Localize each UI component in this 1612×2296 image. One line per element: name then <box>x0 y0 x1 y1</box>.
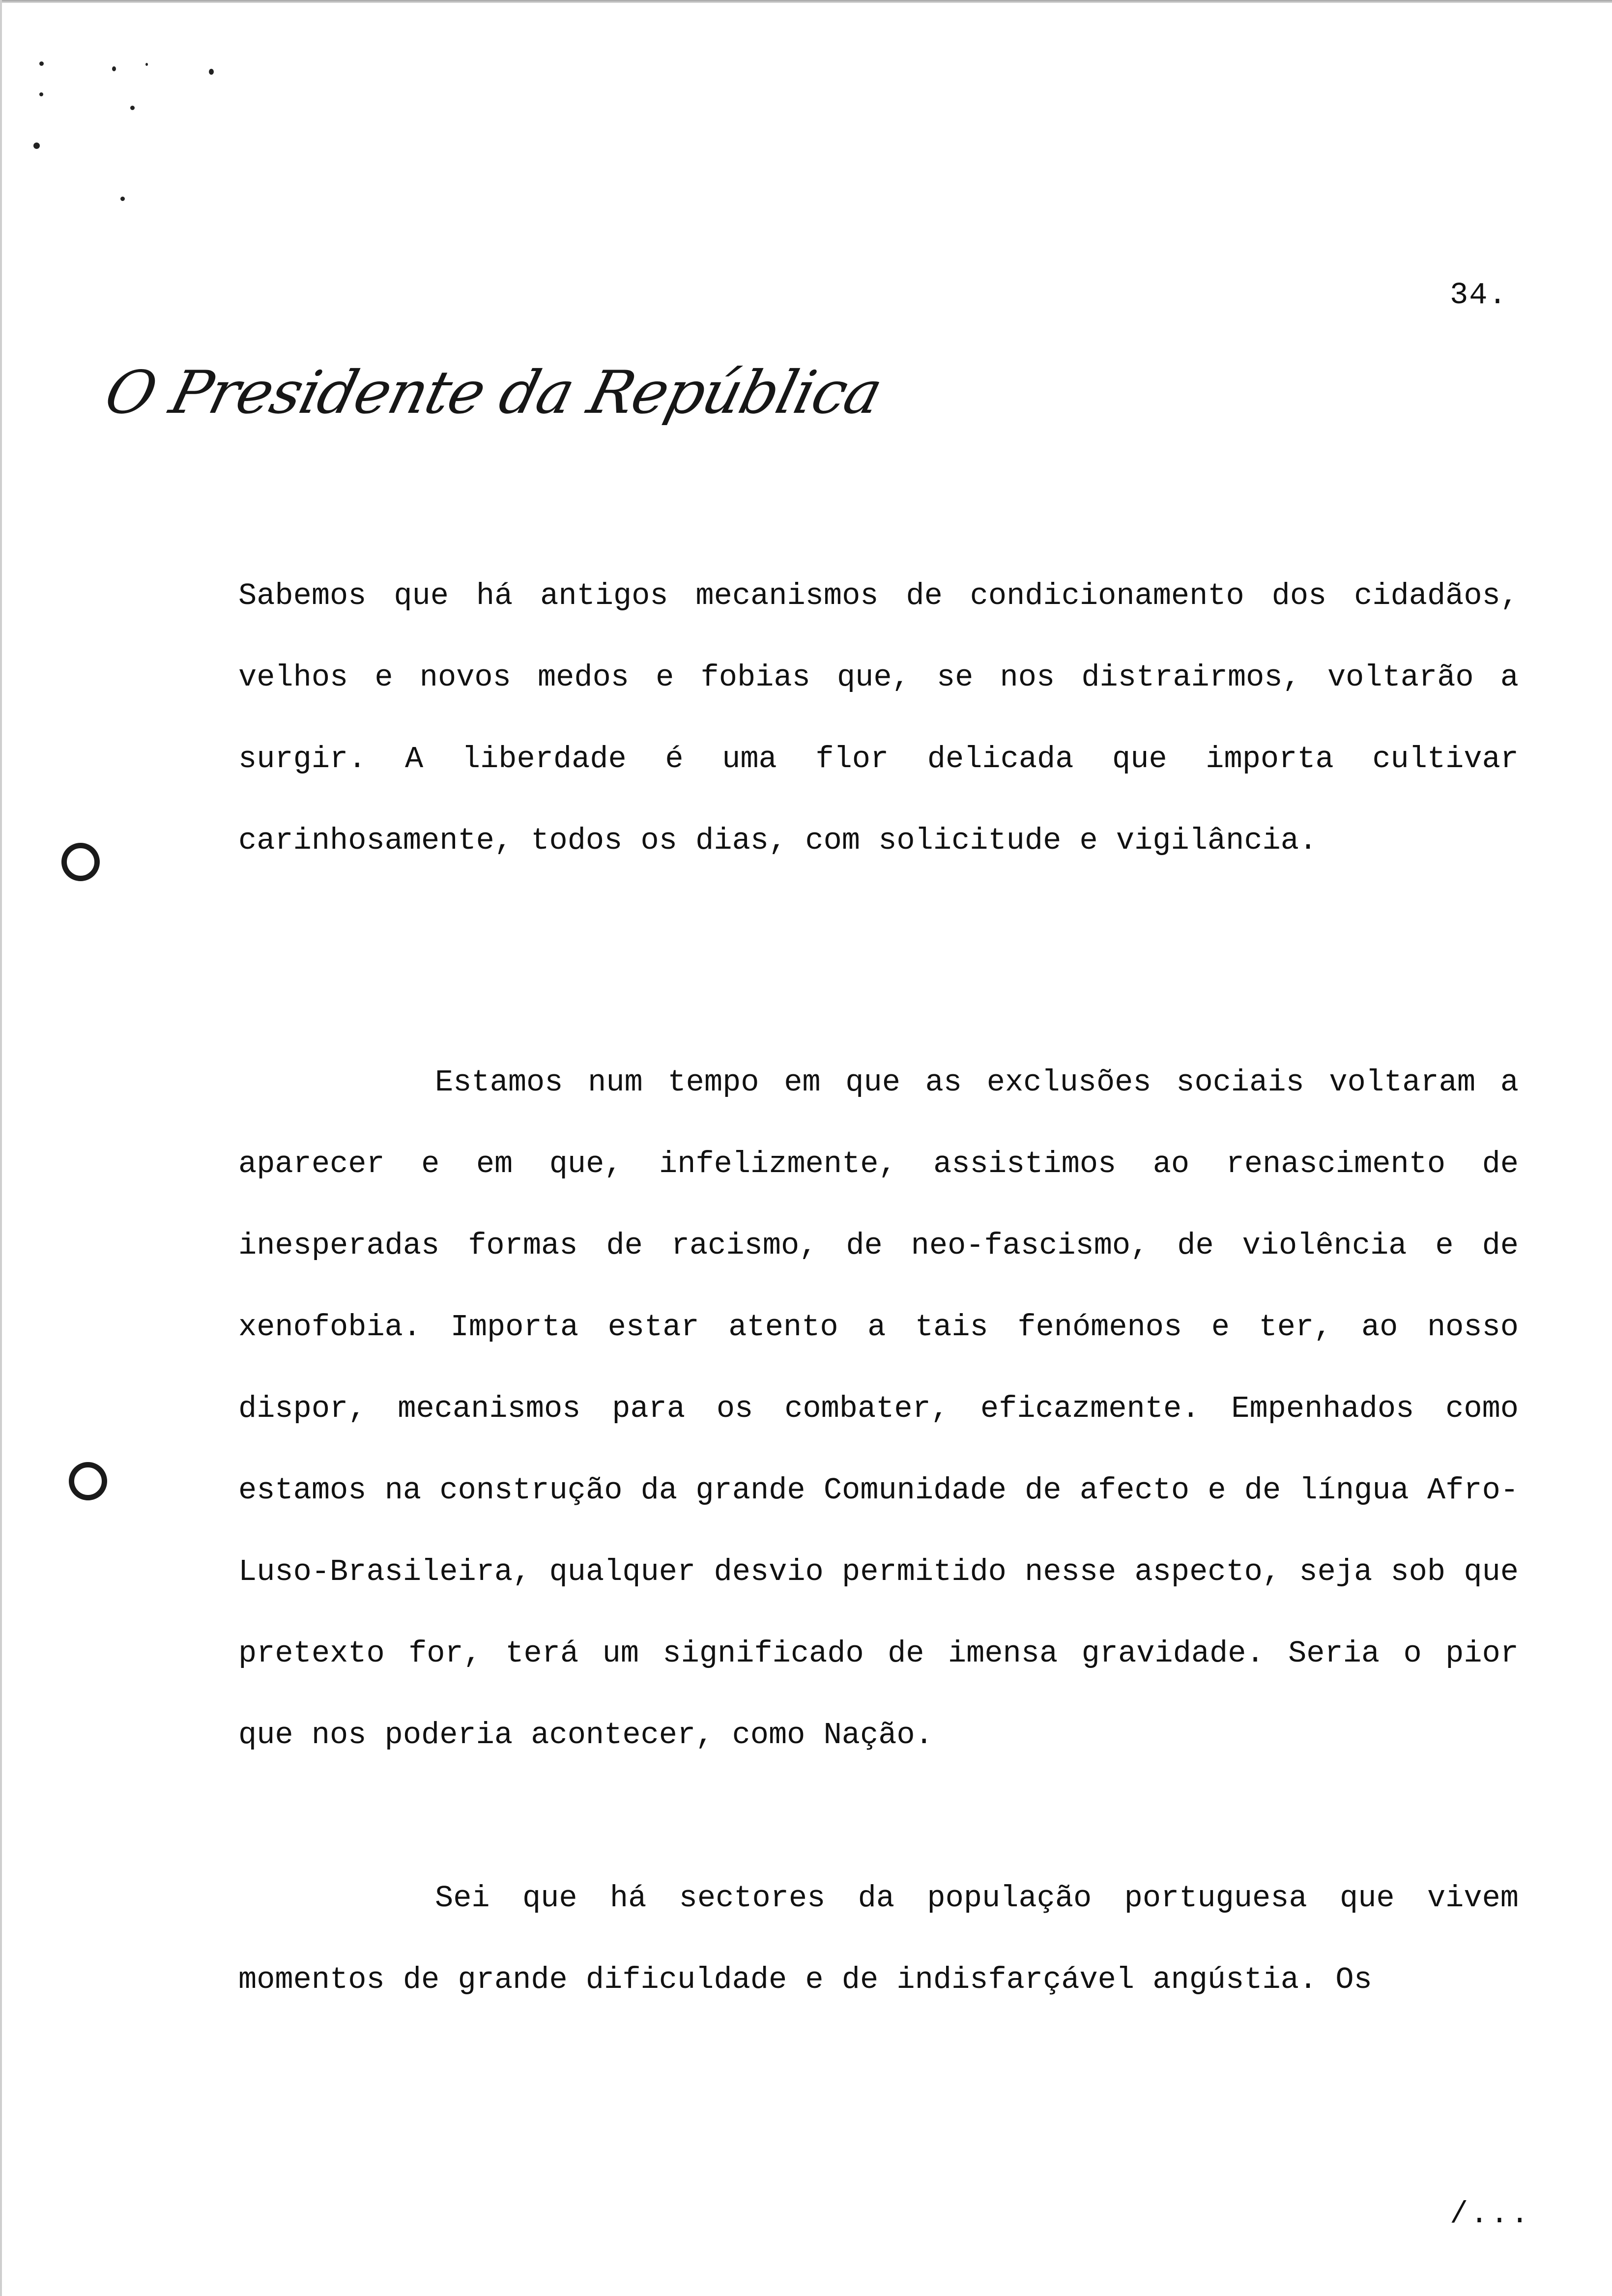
scan-speck <box>120 197 125 201</box>
continuation-mark: /... <box>1450 2197 1531 2232</box>
scan-speck <box>39 61 44 66</box>
letterhead-title: O Presidente da República <box>98 359 889 427</box>
scan-speck <box>145 63 148 66</box>
scan-speck <box>130 106 135 110</box>
paragraph-2 <box>238 1042 1519 1776</box>
scan-speck <box>112 66 116 71</box>
paragraph-text: Sei que há sectores da população portuguesa que vivem momentos de grande dificuldade e de indisfarçável angústia. Os <box>238 1881 1519 1997</box>
scan-speck <box>209 69 214 75</box>
scan-left-edge <box>0 0 2 2296</box>
paragraph-text: Estamos num tempo em que as exclusões sociais voltaram a aparecer e em que, infelizmente, assistimos ao renascimento de inesperadas formas de racismo, de neo-fascismo, de violência e de xenofobia. Importa estar atento a tais fenómenos e ter, ao nosso dispor, mecanismos para os combater, eficazmente. Empenhados como estamos na construção da grande Comunidade de afecto e de língua Afro-Luso-Brasileira, qualquer desvio permitido nesse aspecto, seja sob que pretexto for, terá um significado de imensa gravidade. Seria o pior que nos poderia acontecer, como Nação. <box>238 1065 1519 1752</box>
paragraph-1 <box>238 555 1519 882</box>
paragraph-text: Sabemos que há antigos mecanismos de condicionamento dos cidadãos, velhos e novos medos e fobias que, se nos distrairmos, voltarão a surgir. A liberdade é uma flor delicada que importa cultivar carinhosamente, todos os dias, com solicitude e vigilância. <box>238 578 1519 858</box>
paragraph-3 <box>238 1858 1519 2021</box>
punch-hole-lower <box>69 1462 107 1500</box>
scan-speck <box>33 143 40 149</box>
scan-top-edge <box>0 0 1612 3</box>
page-number: 34. <box>1450 278 1508 313</box>
punch-hole-upper <box>61 843 100 881</box>
scan-speck <box>39 92 43 96</box>
